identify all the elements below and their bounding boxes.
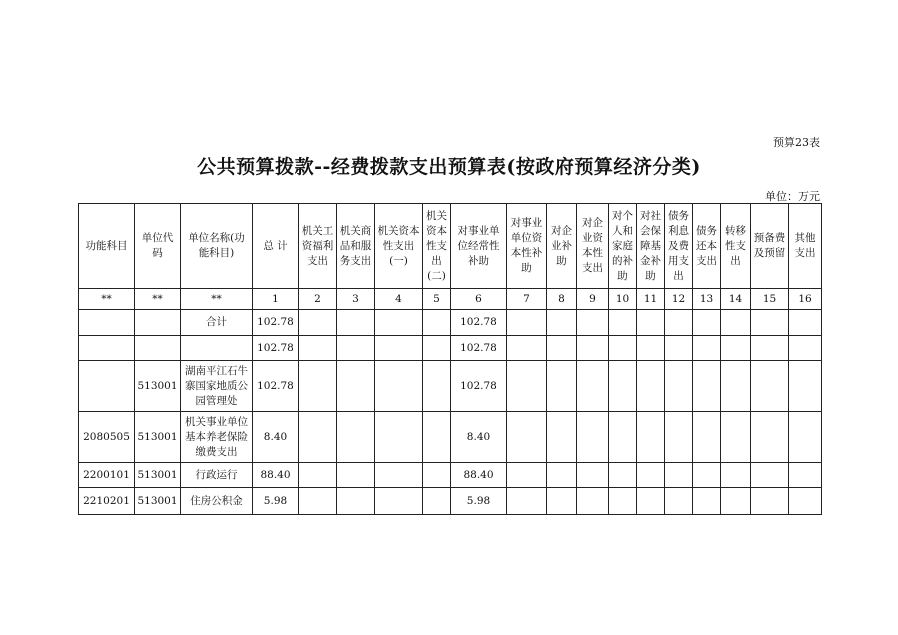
index-cell: 3 (337, 289, 375, 310)
unit-code-cell: 513001 (135, 463, 181, 488)
header-cell: 功能科目 (79, 204, 135, 289)
func-code-cell (79, 336, 135, 361)
unit-name-cell: 机关事业单位基本养老保险缴费支出 (181, 412, 253, 463)
total-cell: 5.98 (253, 488, 299, 515)
index-cell: 14 (721, 289, 751, 310)
unit-code-cell (135, 336, 181, 361)
header-cell: 单位名称(功能科目) (181, 204, 253, 289)
func-code-cell (79, 310, 135, 336)
header-cell: 对个人和家庭的补助 (609, 204, 637, 289)
header-cell: 其他支出 (789, 204, 822, 289)
document-title: 公共预算拨款--经费拨款支出预算表(按政府预算经济分类) (197, 156, 701, 178)
header-cell: 对社会保障基金补助 (637, 204, 665, 289)
header-cell: 预备费及预留 (751, 204, 789, 289)
total-cell: 8.40 (253, 412, 299, 463)
header-cell: 债务还本支出 (693, 204, 721, 289)
index-cell: 13 (693, 289, 721, 310)
table-row (79, 361, 822, 412)
unit-name-cell: 合计 (181, 310, 253, 336)
unit-name-cell: 住房公积金 (181, 488, 253, 515)
header-cell: 转移性支出 (721, 204, 751, 289)
unit-code-cell: 513001 (135, 412, 181, 463)
func-code-cell (79, 361, 135, 412)
header-cell: 对事业单位经常性补助 (451, 204, 507, 289)
unit-name-cell: 湖南平江石牛寨国家地质公园管理处 (181, 361, 253, 412)
header-cell: 单位代码 (135, 204, 181, 289)
header-cell: 机关资本性支出(一) (375, 204, 423, 289)
index-cell: ** (79, 289, 135, 310)
index-cell: 1 (253, 289, 299, 310)
header-cell: 机关商品和服务支出 (337, 204, 375, 289)
unit-code-cell: 513001 (135, 361, 181, 412)
index-cell: 11 (637, 289, 665, 310)
index-cell: 5 (423, 289, 451, 310)
header-cell: 机关工资福利支出 (299, 204, 337, 289)
header-cell: 对事业单位资本性补助 (507, 204, 547, 289)
header-cell: 机关资本性支出(二) (423, 204, 451, 289)
table-row (79, 412, 822, 463)
index-cell: 6 (451, 289, 507, 310)
unit-label: 单位：万元 (765, 190, 820, 203)
header-cell: 债务利息及费用支出 (665, 204, 693, 289)
unit-name-cell (181, 336, 253, 361)
table-row (79, 336, 822, 361)
unit-name-cell: 行政运行 (181, 463, 253, 488)
subsidy-cell: 102.78 (451, 310, 507, 336)
index-cell: 7 (507, 289, 547, 310)
table-row (79, 488, 822, 515)
index-cell: 15 (751, 289, 789, 310)
index-cell: ** (135, 289, 181, 310)
index-cell: 12 (665, 289, 693, 310)
index-cell: ** (181, 289, 253, 310)
unit-code-cell (135, 310, 181, 336)
total-cell: 102.78 (253, 361, 299, 412)
total-cell: 88.40 (253, 463, 299, 488)
total-cell: 102.78 (253, 310, 299, 336)
func-code-cell: 2080505 (79, 412, 135, 463)
index-cell: 4 (375, 289, 423, 310)
table-row (79, 463, 822, 488)
subsidy-cell: 5.98 (451, 488, 507, 515)
table-row (79, 310, 822, 336)
subsidy-cell: 88.40 (451, 463, 507, 488)
index-cell: 16 (789, 289, 822, 310)
header-cell: 总 计 (253, 204, 299, 289)
index-cell: 10 (609, 289, 637, 310)
index-cell: 8 (547, 289, 577, 310)
header-cell: 对企业补助 (547, 204, 577, 289)
table-number: 预算23表 (773, 136, 820, 149)
subsidy-cell: 102.78 (451, 336, 507, 361)
unit-code-cell: 513001 (135, 488, 181, 515)
func-code-cell: 2210201 (79, 488, 135, 515)
budget-table (78, 203, 822, 515)
index-cell: 9 (577, 289, 609, 310)
index-row (79, 289, 822, 310)
func-code-cell: 2200101 (79, 463, 135, 488)
subsidy-cell: 102.78 (451, 361, 507, 412)
subsidy-cell: 8.40 (451, 412, 507, 463)
total-cell: 102.78 (253, 336, 299, 361)
index-cell: 2 (299, 289, 337, 310)
header-row (79, 204, 822, 289)
header-cell: 对企业资本性支出 (577, 204, 609, 289)
